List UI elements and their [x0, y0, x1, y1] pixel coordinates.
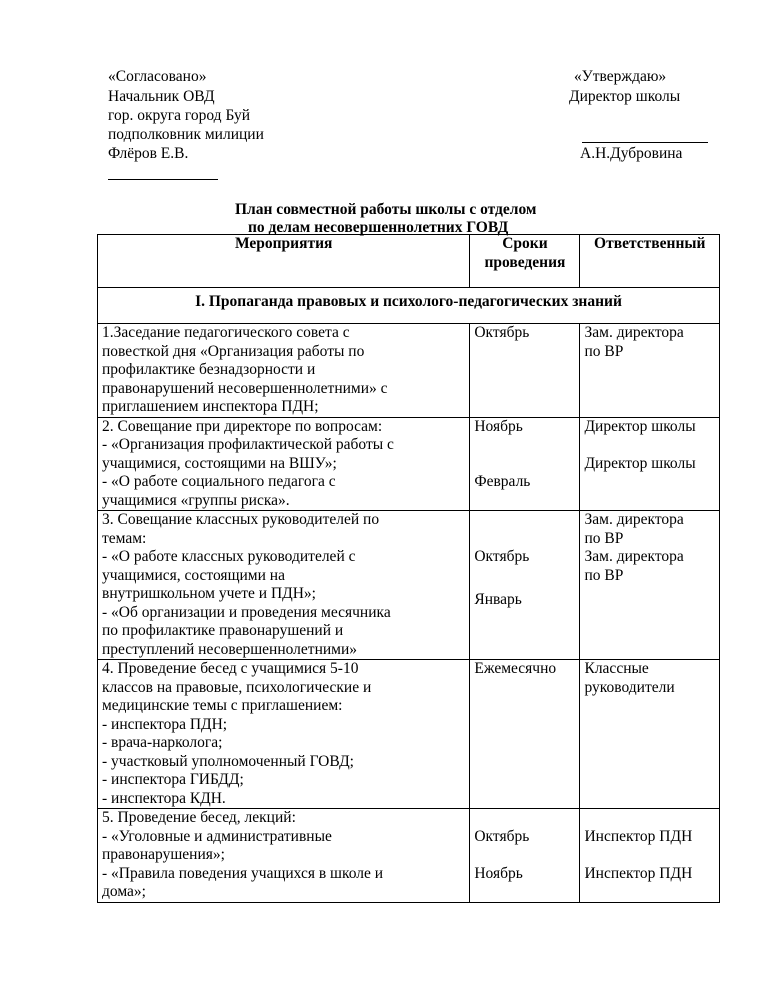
table-row — [98, 417, 720, 511]
date-value: Ноябрь — [474, 864, 523, 882]
responsible-line: Директор школы — [584, 454, 696, 472]
dates-cell — [470, 511, 580, 660]
responsible-line: Инспектор ПДН — [584, 864, 693, 882]
event-line: - врача-нарколога; — [102, 734, 223, 751]
responsible-line: Зам. директора — [584, 548, 684, 565]
table-row — [98, 660, 720, 809]
table-row — [98, 324, 720, 418]
event-line: - инспектора ГИБДД; — [102, 771, 244, 788]
event-line: - участковый уполномоченный ГОВД; — [102, 752, 354, 770]
section-heading: I. Пропаганда правовых и психолого-педагогических знаний — [98, 288, 720, 324]
event-line: 4. Проведение бесед с учащимися 5-10 — [102, 660, 359, 677]
document-title-line2: по делам несовершеннолетних ГОВД — [248, 219, 509, 236]
event-line: приглашением инспектора ПДН; — [102, 398, 319, 415]
event-line: 5. Проведение бесед, лекций: — [102, 809, 296, 826]
event-line: медицинские темы с приглашением: — [102, 697, 343, 714]
event-line: 2. Совещание при директоре по вопросам: — [102, 417, 383, 435]
responsible-line: по ВР — [584, 529, 624, 547]
table-row — [98, 511, 720, 660]
event-line: по профилактике правонарушений и — [102, 622, 344, 639]
responsible-cell — [580, 809, 720, 903]
date-value: Ноябрь — [474, 417, 523, 435]
approval-left-line: Флёров Е.В. — [108, 145, 189, 162]
dates-cell — [470, 660, 580, 809]
event-line: преступлений несовершеннолетними» — [102, 640, 358, 658]
event-line: - инспектора ПДН; — [102, 715, 228, 733]
date-value: Октябрь — [474, 324, 530, 341]
event-line: учащимися, состоящими на — [102, 566, 285, 584]
event-line: профилактике безнадзорности и — [102, 361, 316, 378]
approval-right-heading: «Утверждаю» — [574, 68, 667, 85]
section-row — [98, 288, 720, 324]
approval-right-name: А.Н.Дубровина — [580, 145, 683, 162]
responsible-line: по ВР — [584, 342, 624, 360]
event-line: - «О работе социального педагога с — [102, 473, 336, 490]
responsible-cell — [580, 324, 720, 418]
dates-cell — [470, 809, 580, 903]
date-value: Январь — [474, 591, 522, 608]
event-cell — [98, 809, 470, 903]
event-line: темам: — [102, 529, 147, 547]
header-dates-line: проведения — [484, 253, 566, 271]
event-cell — [98, 660, 470, 809]
event-line: 3. Совещание классных руководителей по — [102, 511, 380, 528]
event-line: - «Правила поведения учащихся в школе и — [102, 864, 384, 882]
responsible-line: Инспектор ПДН — [584, 827, 693, 845]
header-dates — [470, 235, 580, 288]
table-header-row — [98, 235, 720, 288]
responsible-line: Зам. директора — [584, 511, 684, 528]
event-line: - «Об организации и проведения месячника — [102, 603, 391, 621]
responsible-line: по ВР — [584, 566, 624, 584]
responsible-cell — [580, 660, 720, 809]
event-cell — [98, 324, 470, 418]
event-line: правонарушений несовершеннолетними» с — [102, 379, 388, 397]
event-cell — [98, 417, 470, 511]
event-line: 1.Заседание педагогического совета с — [102, 324, 350, 341]
event-line: - «Организация профилактической работы с — [102, 436, 394, 453]
responsible-line: Классные — [584, 660, 649, 677]
event-line: повесткой дня «Организация работы по — [102, 342, 365, 360]
header-events: Мероприятия — [98, 235, 470, 288]
header-dates-line: Сроки — [502, 235, 548, 252]
event-cell — [98, 511, 470, 660]
dates-cell — [470, 324, 580, 418]
date-value: Октябрь — [474, 548, 530, 565]
responsible-line: Зам. директора — [584, 324, 684, 341]
event-line: - «О работе классных руководителей с — [102, 548, 356, 565]
responsible-line: руководители — [584, 678, 675, 696]
event-line: дома»; — [102, 883, 146, 900]
event-line: учащимися, состоящими на ВШУ»; — [102, 454, 337, 472]
event-line: - инспектора КДН. — [102, 789, 226, 807]
responsible-cell — [580, 511, 720, 660]
event-line: - «Уголовные и административные — [102, 827, 332, 845]
date-value: Октябрь — [474, 827, 530, 845]
document-title-line1: План совместной работы школы с отделом — [235, 201, 537, 218]
dates-cell — [470, 417, 580, 511]
approval-left-heading: «Согласовано» — [108, 68, 207, 85]
header-responsible: Ответственный — [580, 235, 720, 288]
event-line: учащимися «группы риска». — [102, 491, 290, 509]
event-line: правонарушения»; — [102, 846, 225, 863]
approval-right-position: Директор школы — [569, 88, 681, 105]
approval-left-line: гор. округа город Буй — [108, 107, 251, 124]
approval-left-line: Начальник ОВД — [108, 88, 215, 105]
event-line: внутришкольном учете и ПДН»; — [102, 585, 316, 602]
signature-line-right — [582, 142, 708, 143]
responsible-line: Директор школы — [584, 417, 696, 435]
date-value: Ежемесячно — [474, 660, 557, 677]
date-value: Февраль — [474, 473, 531, 490]
responsible-cell — [580, 417, 720, 511]
signature-line-left — [108, 179, 218, 180]
approval-left-line: подполковник милиции — [108, 126, 264, 143]
event-line: классов на правовые, психологические и — [102, 678, 372, 696]
plan-table — [97, 234, 720, 903]
table-row — [98, 809, 720, 903]
